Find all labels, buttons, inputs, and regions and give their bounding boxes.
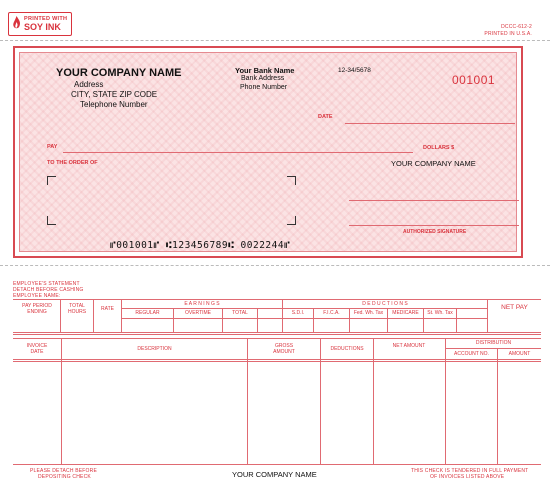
printed-in: PRINTED IN U.S.A. [484,31,532,37]
deduction-col-state: St. Wh. Tax [427,310,453,316]
address-window-tl [47,176,56,185]
col-net-amount: NET AMOUNT [392,343,426,349]
address-window-bl [47,216,56,225]
bank-address: Bank Address [241,75,285,82]
bank-name: Your Bank Name [235,66,295,75]
deduction-col-medicare: MEDICARE [392,310,419,316]
tender-line2: OF INVOICES LISTED ABOVE [430,474,505,480]
address-window-tr [287,176,296,185]
authorized-signature: AUTHORIZED SIGNATURE [403,229,467,235]
deductions-label: D E D U C T I O N S [362,301,408,307]
tender-line1: THIS CHECK IS TENDERED IN FULL PAYMENT [411,468,529,474]
perforation-middle [0,265,550,266]
pay-line [63,152,413,153]
statement-line1: EMPLOYEE'S STATEMENT [13,281,80,287]
address-window-br [287,216,296,225]
earnings-col-total: TOTAL [232,310,248,316]
col-invoice-date: INVOICE DATE [26,343,48,355]
col-total-hours: TOTAL HOURS [67,303,87,315]
check-number: 001001 [452,73,496,87]
earnings-col-regular: REGULAR [135,310,160,316]
col-deductions: DEDUCTIONS [330,346,364,352]
statement-line3: EMPLOYEE NAME: [13,293,61,299]
company-phone: Telephone Number [80,100,148,109]
soy-ink-logo [8,12,72,36]
deduction-col-fed: Fed. Wh. Tax [353,310,384,316]
routing-fraction: 12-34/5678 [338,67,371,74]
perforation-top [0,40,550,41]
check-body [13,46,523,258]
footer-company-name: YOUR COMPANY NAME [232,470,317,479]
logo-line1: PRINTED WITH [24,16,68,22]
footer-line [13,464,541,465]
micr-line: ⑈001001⑈ ⑆123456789⑆ 0022244⑈ [110,240,291,251]
pay-label: PAY [47,144,58,150]
date-line [345,123,515,124]
col-rate: RATE [101,306,114,312]
col-account-no: ACCOUNT NO. [454,351,489,357]
form-code: DCCC-612-2 [501,24,532,30]
col-gross-amount: GROSS AMOUNT [273,343,295,355]
dollars-label: DOLLARS $ [423,145,455,151]
payroll-table [13,299,541,333]
detach-line2: DEPOSITING CHECK [38,474,91,480]
col-distribution: DISTRIBUTION [475,340,512,346]
order-label: TO THE ORDER OF [47,160,98,166]
signature-line-2 [349,225,519,226]
col-amount: AMOUNT [508,351,531,357]
bank-phone: Phone Number [240,84,288,91]
company-address: Address [74,80,104,89]
deduction-col-fica: F.I.C.A. [323,310,340,316]
earnings-label: E A R N I N G S [184,301,220,307]
company-city: CITY, STATE ZIP CODE [71,90,158,99]
signature-company: YOUR COMPANY NAME [391,159,476,168]
flame-icon [12,16,21,30]
col-pay-period: PAY PERIOD ENDING [22,303,52,315]
date-label: DATE [318,114,333,120]
net-pay-label: NET PAY [501,304,528,311]
signature-line-1 [349,200,519,201]
detach-line1: PLEASE DETACH BEFORE [30,468,97,474]
statement-line2: DETACH BEFORE CASHING [13,287,84,293]
deduction-col-sdi: S.D.I. [291,310,305,316]
invoice-table [13,338,541,464]
company-name: YOUR COMPANY NAME [56,67,182,79]
earnings-col-overtime: OVERTIME [184,310,212,316]
col-description: DESCRIPTION [137,346,172,352]
logo-line2: SOY INK [24,22,61,32]
